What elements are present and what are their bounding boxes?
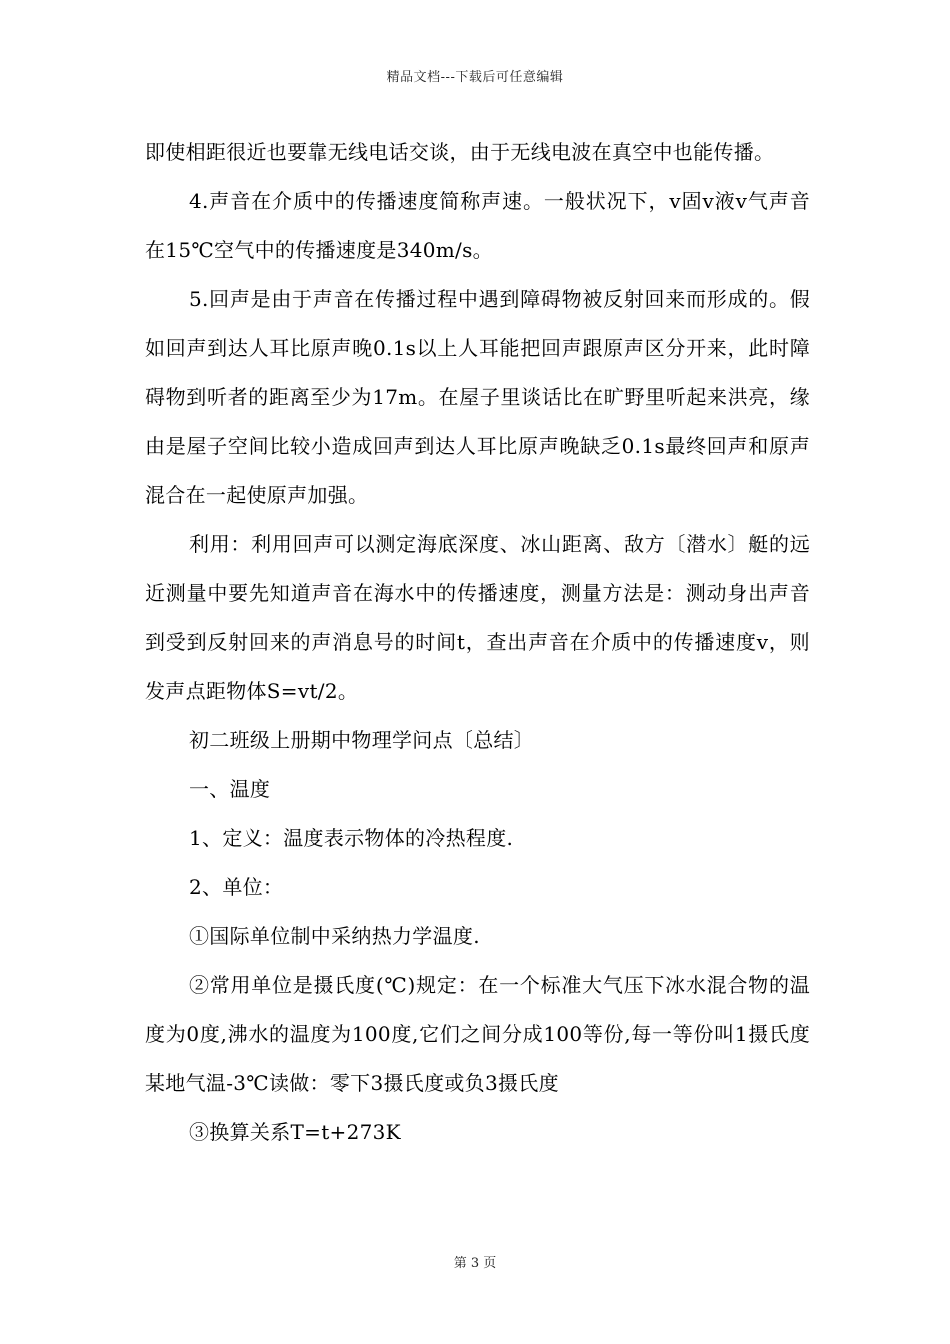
page-header: 精品文档---下载后可任意编辑 (386, 70, 564, 85)
paragraph-unit: 2、单位： (189, 875, 284, 899)
paragraph-echo: 5.回声是由于声音在传播过程中遇到障碍物被反射回来而形成的。假如回声到达人耳比原声晚0.1s以上人耳能把回声跟原声区分开来，此时障碍物到听者的距离至少为17m。在屋子里谈话比在旷野里听起来洪亮，缘由是屋子空间比较小造成回声到达人耳比原声晚缺乏0.1s最终回声和原声混合在一起使原声加强。 (145, 287, 810, 507)
section-title: 初二班级上册期中物理学问点〔总结〕 (189, 728, 535, 752)
paragraph-radio-waves: 即使相距很近也要靠无线电话交谈，由于无线电波在真空中也能传播。 (145, 140, 775, 164)
paragraph-unit-international: ①国际单位制中采纳热力学温度. (189, 924, 480, 948)
heading-temperature: 一、温度 (189, 777, 271, 801)
page-number: 第 3 页 (453, 1256, 497, 1271)
paragraph-echo-usage: 利用：利用回声可以测定海底深度、冰山距离、敌方〔潜水〕艇的远近测量中要先知道声音在海水中的传播速度，测量方法是：测动身出声音到受到反射回来的声消息号的时间t，查出声音在介质中的传播速度v，则发声点距物体S=vt/2。 (145, 532, 810, 703)
paragraph-definition: 1、定义：温度表示物体的冷热程度. (189, 826, 514, 850)
paragraph-unit-celsius: ②常用单位是摄氏度(℃)规定：在一个标准大气压下冰水混合物的温度为0度,沸水的温度为100度,它们之间分成100等份,每一等份叫1摄氏度某地气温-3℃读做：零下3摄氏度或负3摄氏度 (145, 973, 810, 1095)
document-body (145, 128, 810, 1157)
paragraph-conversion: ③换算关系T=t+273K (189, 1120, 401, 1144)
paragraph-sound-speed: 4.声音在介质中的传播速度简称声速。一般状况下，v固v液v气声音在15℃空气中的传播速度是340m/s。 (145, 189, 810, 262)
